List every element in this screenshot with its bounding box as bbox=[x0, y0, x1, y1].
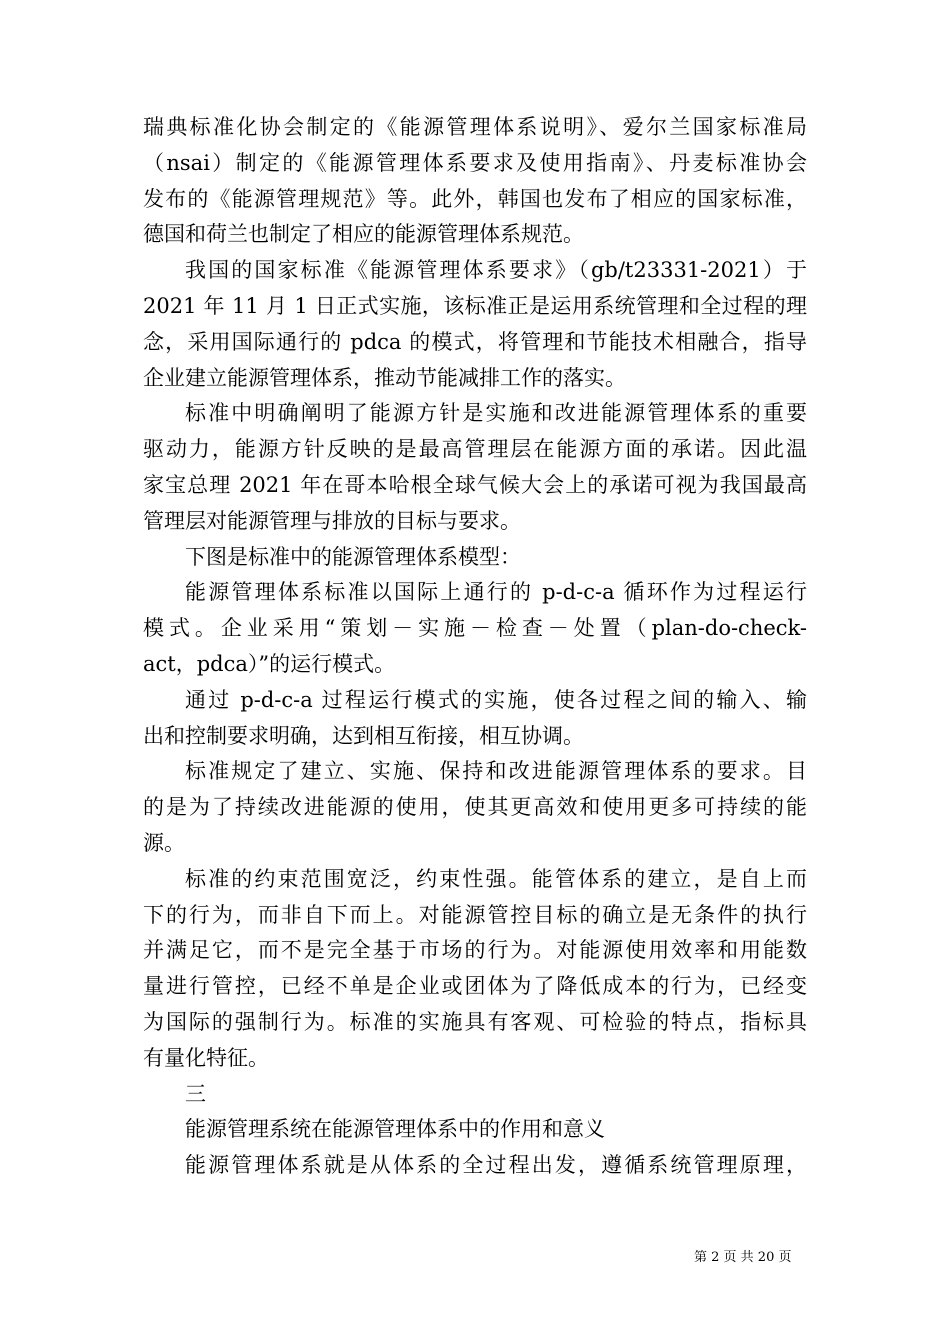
text-line: 量进行管控，已经不单是企业或团体为了降低成本的行为，已经变 bbox=[143, 974, 807, 999]
text-line: 家宝总理 2021 年在哥本哈根全球气候大会上的承诺可视为我国最高 bbox=[143, 472, 807, 497]
document-body bbox=[143, 110, 807, 1184]
text-line: 三 bbox=[185, 1081, 206, 1106]
text-line: 2021 年 11 月 1 日正式实施，该标准正是运用系统管理和全过程的理 bbox=[143, 293, 807, 318]
text-line: 出和控制要求明确，达到相互衔接，相互协调。 bbox=[143, 723, 584, 748]
text-line: 为国际的强制行为。标准的实施具有客观、可检验的特点，指标具 bbox=[143, 1009, 807, 1034]
text-line: 我国的国家标准《能源管理体系要求》（gb/t23331-2021）于 bbox=[185, 258, 807, 283]
text-line: （nsai）制定的《能源管理体系要求及使用指南》、丹麦标准协会 bbox=[143, 150, 807, 175]
text-line: 管理层对能源管理与排放的目标与要求。 bbox=[143, 508, 521, 533]
text-line: 有量化特征。 bbox=[143, 1045, 269, 1070]
page-number: 第 2 页 共 20 页 bbox=[694, 1250, 792, 1265]
text-line: 企业建立能源管理体系，推动节能减排工作的落实。 bbox=[143, 365, 626, 390]
text-line: 源。 bbox=[143, 830, 185, 855]
text-line: 念，采用国际通行的 pdca 的模式，将管理和节能技术相融合，指导 bbox=[143, 329, 807, 354]
text-line: 标准的约束范围宽泛，约束性强。能管体系的建立，是自上而 bbox=[185, 866, 807, 891]
text-line: 标准规定了建立、实施、保持和改进能源管理体系的要求。目 bbox=[185, 759, 807, 784]
text-line: 通过 p-d-c-a 过程运行模式的实施，使各过程之间的输入、输 bbox=[185, 687, 807, 712]
text-line: 德国和荷兰也制定了相应的能源管理体系规范。 bbox=[143, 222, 584, 247]
text-line: 并满足它，而不是完全基于市场的行为。对能源使用效率和用能数 bbox=[143, 938, 807, 963]
text-line: 下的行为，而非自下而上。对能源管控目标的确立是无条件的执行 bbox=[143, 902, 807, 927]
text-line: 发布的《能源管理规范》等。此外，韩国也发布了相应的国家标准， bbox=[143, 186, 807, 211]
text-line: 能源管理体系就是从体系的全过程出发，遵循系统管理原理， bbox=[185, 1153, 807, 1178]
text-line: 瑞典标准化协会制定的《能源管理体系说明》、爱尔兰国家标准局 bbox=[143, 115, 807, 139]
text-line: act，pdca）”的运行模式。 bbox=[143, 651, 396, 676]
text-line: 标准中明确阐明了能源方针是实施和改进能源管理体系的重要 bbox=[185, 401, 807, 426]
text-line: 的是为了持续改进能源的使用，使其更高效和使用更多可持续的能 bbox=[143, 795, 807, 820]
text-line: 驱动力，能源方针反映的是最高管理层在能源方面的承诺。因此温 bbox=[143, 437, 807, 462]
text-line: 模式。企业采用“策划－实施－检查－处置（plan-do-check- bbox=[143, 616, 807, 641]
text-line: 能源管理系统在能源管理体系中的作用和意义 bbox=[185, 1117, 605, 1142]
text-line: 下图是标准中的能源管理体系模型： bbox=[185, 544, 521, 569]
text-line: 能源管理体系标准以国际上通行的 p-d-c-a 循环作为过程运行 bbox=[185, 580, 807, 605]
